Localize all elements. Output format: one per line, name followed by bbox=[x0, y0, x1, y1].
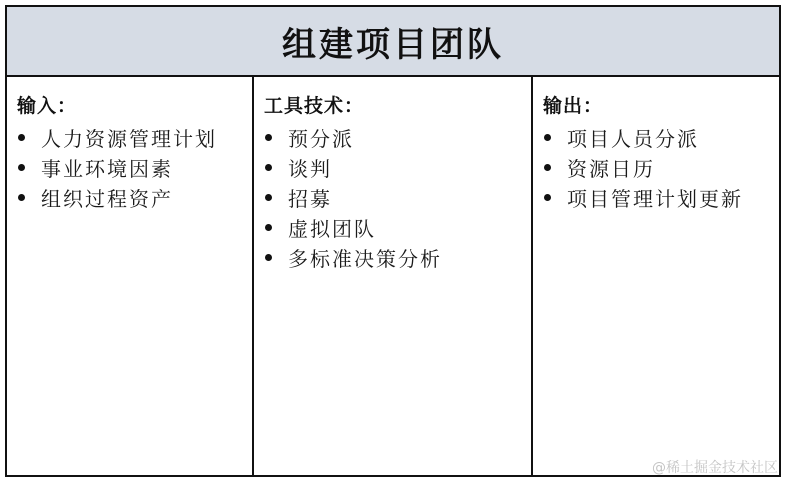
watermark: @稀土掘金技术社区 bbox=[652, 460, 778, 476]
columns-row bbox=[7, 77, 779, 475]
list-item bbox=[543, 122, 779, 152]
tools-heading: 工具技术： bbox=[264, 95, 365, 117]
list-item bbox=[264, 212, 531, 242]
bullet-icon bbox=[18, 164, 25, 171]
list-item-label: 虚拟团队 bbox=[288, 216, 376, 241]
list-item-label: 资源日历 bbox=[567, 156, 655, 181]
bullet-icon bbox=[18, 134, 25, 141]
list-item-label: 多标准决策分析 bbox=[288, 246, 442, 271]
list-item-label: 谈判 bbox=[288, 156, 332, 181]
bullet-icon bbox=[18, 194, 25, 201]
tools-list bbox=[264, 122, 531, 272]
list-item-label: 预分派 bbox=[288, 126, 354, 151]
list-item bbox=[17, 152, 252, 182]
bullet-icon bbox=[265, 164, 272, 171]
inputs-list bbox=[17, 122, 252, 212]
bullet-icon bbox=[544, 134, 551, 141]
list-item bbox=[17, 122, 252, 152]
list-item-label: 项目管理计划更新 bbox=[567, 186, 743, 211]
list-item bbox=[264, 152, 531, 182]
process-table bbox=[5, 5, 781, 477]
list-item bbox=[264, 182, 531, 212]
title-bar bbox=[7, 7, 779, 77]
list-item-label: 项目人员分派 bbox=[567, 126, 699, 151]
tools-column bbox=[254, 77, 533, 475]
bullet-icon bbox=[265, 134, 272, 141]
process-title: 组建项目团队 bbox=[282, 24, 504, 65]
bullet-icon bbox=[265, 194, 272, 201]
list-item bbox=[543, 152, 779, 182]
bullet-icon bbox=[544, 194, 551, 201]
outputs-list bbox=[543, 122, 779, 212]
list-item-label: 招募 bbox=[288, 186, 332, 211]
bullet-icon bbox=[265, 224, 272, 231]
bullet-icon bbox=[544, 164, 551, 171]
inputs-column bbox=[7, 77, 254, 475]
list-item bbox=[264, 122, 531, 152]
list-item-label: 事业环境因素 bbox=[41, 156, 173, 181]
list-item-label: 组织过程资产 bbox=[41, 186, 173, 211]
list-item bbox=[543, 182, 779, 212]
list-item bbox=[264, 242, 531, 272]
list-item bbox=[17, 182, 252, 212]
bullet-icon bbox=[265, 254, 272, 261]
outputs-heading: 输出： bbox=[543, 95, 604, 117]
inputs-heading: 输入： bbox=[17, 95, 78, 117]
list-item-label: 人力资源管理计划 bbox=[41, 126, 217, 151]
outputs-column bbox=[533, 77, 779, 475]
